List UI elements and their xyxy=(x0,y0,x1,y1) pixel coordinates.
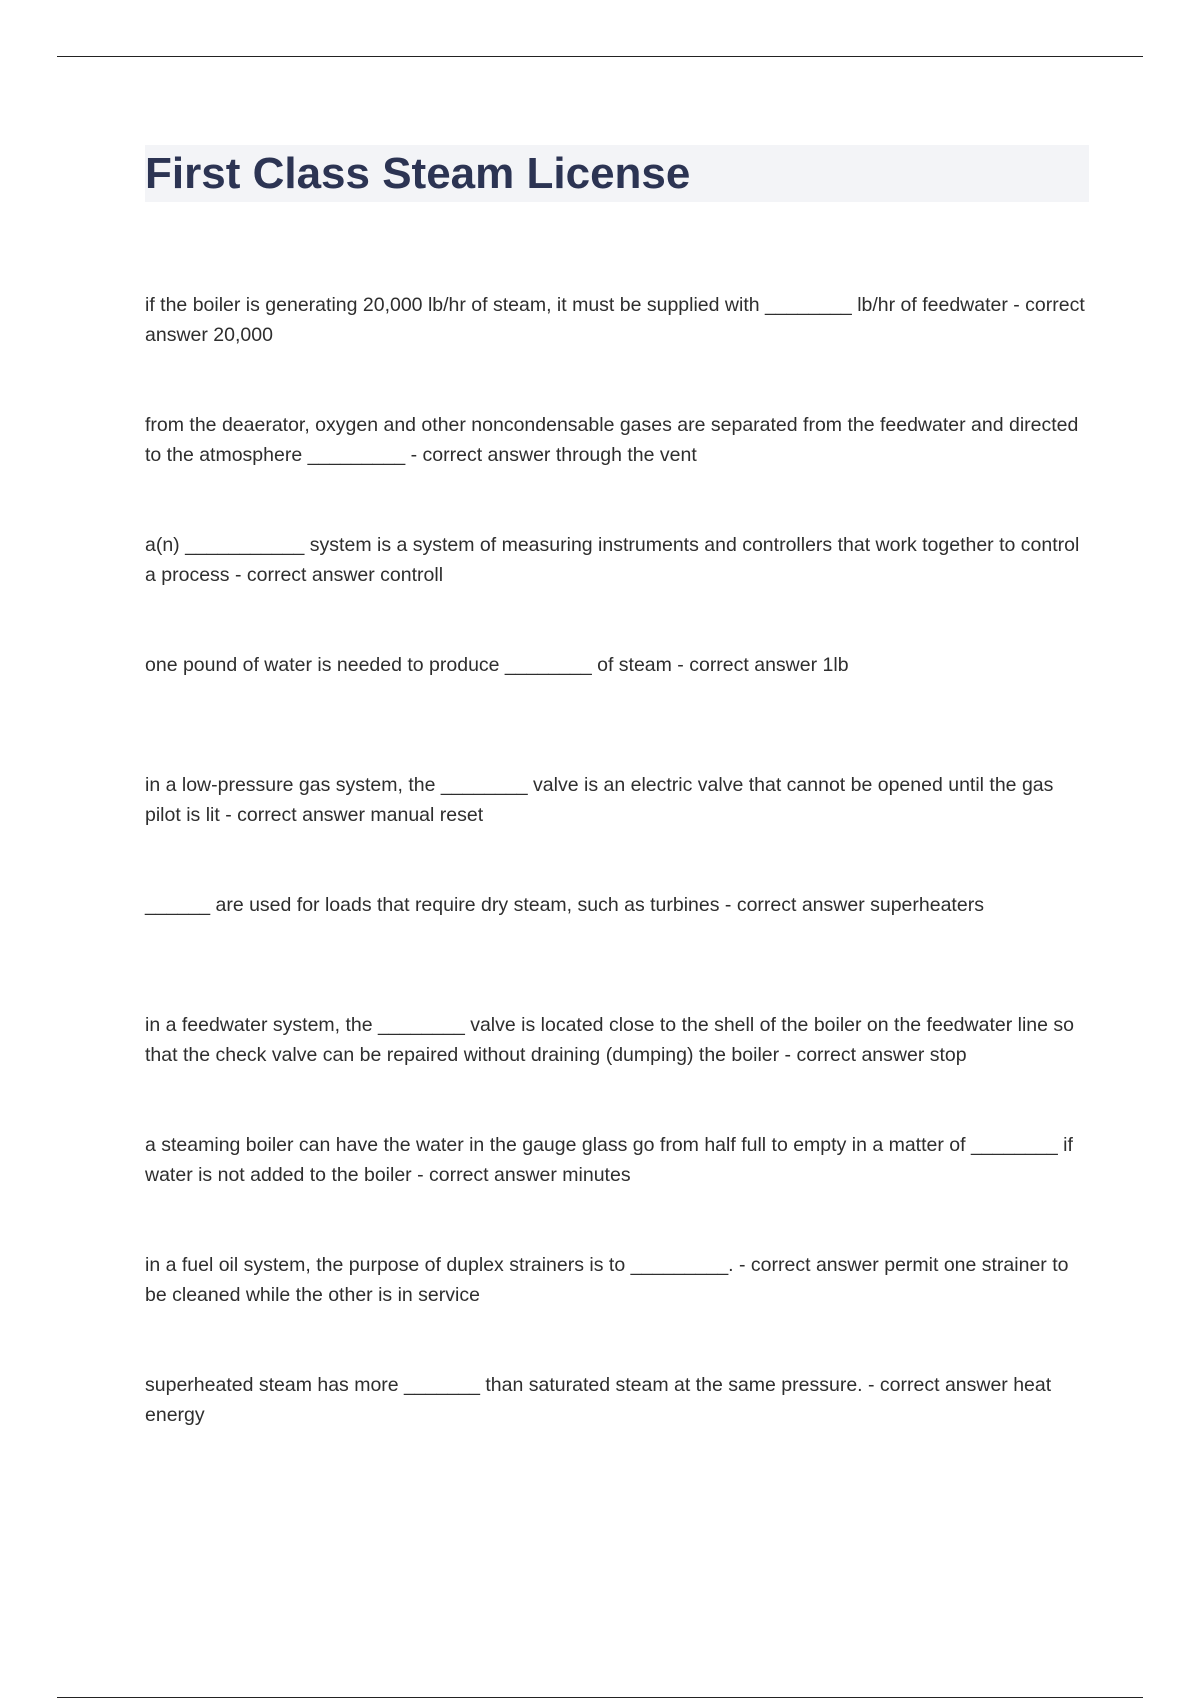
question-answer-item: in a feedwater system, the ________ valve is located close to the shell of the boiler on the feedwater line so that the check valve can be repaired without draining (dumping) the boiler - correct answer stop xyxy=(145,1014,1074,1066)
question-answer-item: a(n) ___________ system is a system of measuring instruments and controllers that work together to control a process - correct answer controll xyxy=(145,534,1080,586)
question-answer-item: a steaming boiler can have the water in the gauge glass go from half full to empty in a matter of ________ if water is not added to the boiler - correct answer minutes xyxy=(145,1134,1073,1186)
question-answer-list xyxy=(145,290,1090,1490)
page-title: First Class Steam License xyxy=(145,149,691,198)
question-answer-item: one pound of water is needed to produce ________ of steam - correct answer 1lb xyxy=(145,654,849,676)
footer-divider xyxy=(57,1697,1143,1698)
question-answer-item: in a fuel oil system, the purpose of duplex strainers is to _________. - correct answer permit one strainer to be cleaned while the other is in service xyxy=(145,1254,1069,1306)
question-answer-item: superheated steam has more _______ than saturated steam at the same pressure. - correct answer heat energy xyxy=(145,1374,1052,1426)
question-answer-item: in a low-pressure gas system, the ________ valve is an electric valve that cannot be opened until the gas pilot is lit - correct answer manual reset xyxy=(145,774,1054,826)
question-answer-item: ______ are used for loads that require dry steam, such as turbines - correct answer superheaters xyxy=(145,894,984,916)
question-answer-item: from the deaerator, oxygen and other noncondensable gases are separated from the feedwater and directed to the atmosphere _________ - correct answer through the vent xyxy=(145,414,1079,466)
header-divider xyxy=(57,56,1143,57)
question-answer-item: if the boiler is generating 20,000 lb/hr of steam, it must be supplied with ________ lb/hr of feedwater - correct answer 20,000 xyxy=(145,294,1085,346)
